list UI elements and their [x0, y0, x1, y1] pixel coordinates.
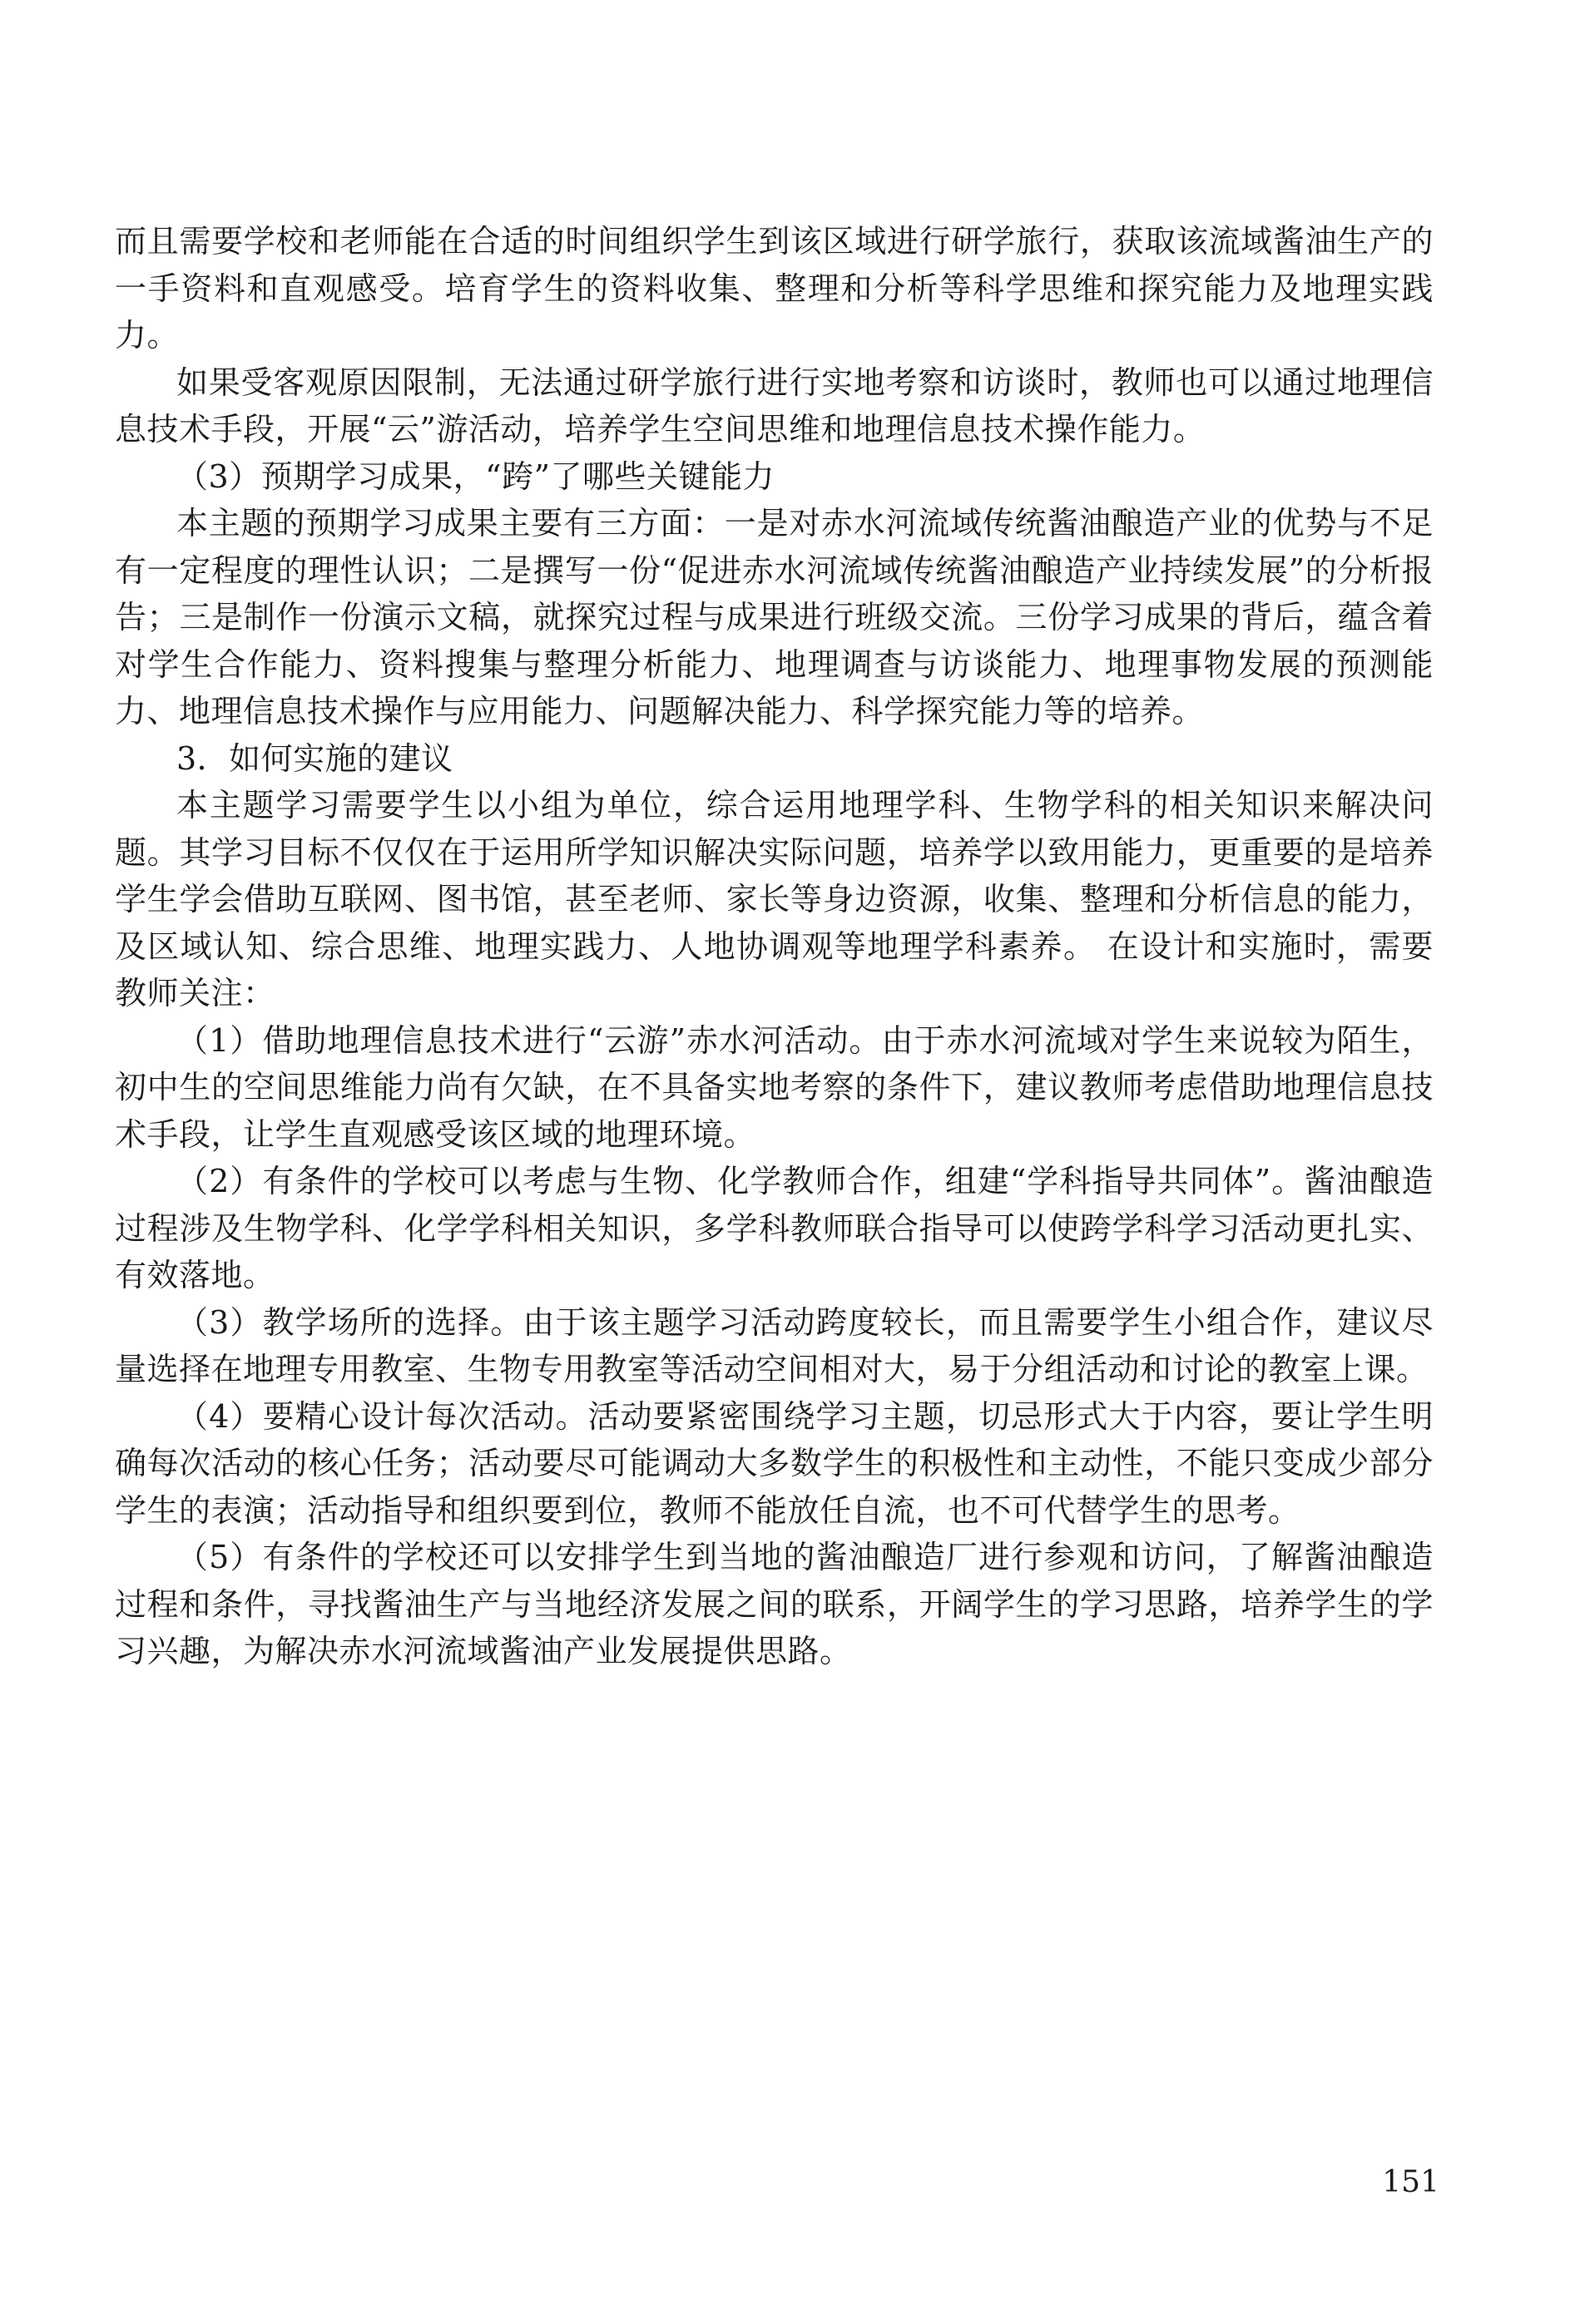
- suggestion-item-2: （2）有条件的学校可以考虑与生物、化学教师合作，组建“学科指导共同体”。酱油酿造过程涉及生物学科、化学学科相关知识，多学科教师联合指导可以使跨学科学习活动更扎实、有效落地。: [115, 1163, 1434, 1293]
- page-number: 151: [1382, 2165, 1439, 2199]
- heading-implementation-suggestions: 3．如何实施的建议: [176, 739, 453, 777]
- paragraph-implementation-intro: 本主题学习需要学生以小组为单位，综合运用地理学科、生物学科的相关知识来解决问题。其学习目标不仅仅在于运用所学知识解决实际问题，培养学以致用能力，更重要的是培养学生学会借助互联网、图书馆，甚至老师、家长等身边资源，收集、整理和分析信息的能力，及区域认知、综合思维、地理实践力、人地协调观等地理学科素养。 在设计和实施时，需要教师关注：: [115, 787, 1434, 1011]
- body-text: [115, 218, 1434, 1675]
- suggestion-item-3: （3）教学场所的选择。由于该主题学习活动跨度较长，而且需要学生小组合作，建议尽量选择在地理专用教室、生物专用教室等活动空间相对大，易于分组活动和讨论的教室上课。: [115, 1303, 1434, 1387]
- subheading-expected-outcomes: （3）预期学习成果，“跨”了哪些关键能力: [176, 457, 775, 495]
- suggestion-item-4: （4）要精心设计每次活动。活动要紧密围绕学习主题，切忌形式大于内容，要让学生明确每次活动的核心任务；活动要尽可能调动大多数学生的积极性和主动性，不能只变成少部分学生的表演；活动指导和组织要到位，教师不能放任自流，也不可代替学生的思考。: [115, 1397, 1434, 1529]
- suggestion-item-5: （5）有条件的学校还可以安排学生到当地的酱油酿造厂进行参观和访问，了解酱油酿造过程和条件，寻找酱油生产与当地经济发展之间的联系，开阔学生的学习思路，培养学生的学习兴趣，为解决赤水河流域酱油产业发展提供思路。: [115, 1539, 1434, 1669]
- suggestion-item-1: （1）借助地理信息技术进行“云游”赤水河活动。由于赤水河流域对学生来说较为陌生，初中生的空间思维能力尚有欠缺，在不具备实地考察的条件下，建议教师考虑借助地理信息技术手段，让学生直观感受该区域的地理环境。: [115, 1021, 1434, 1153]
- paragraph-cloud-tour: 如果受客观原因限制，无法通过研学旅行进行实地考察和访谈时，教师也可以通过地理信息技术手段，开展“云”游活动，培养学生空间思维和地理信息技术操作能力。: [115, 363, 1434, 447]
- paragraph-continuation: 而且需要学校和老师能在合适的时间组织学生到该区域进行研学旅行，获取该流域酱油生产的一手资料和直观感受。培育学生的资料收集、整理和分析等科学思维和探究能力及地理实践力。: [115, 223, 1434, 354]
- paragraph-expected-outcomes: 本主题的预期学习成果主要有三方面：一是对赤水河流域传统酱油酿造产业的优势与不足有一定程度的理性认识；二是撰写一份“促进赤水河流域传统酱油酿造产业持续发展”的分析报告；三是制作一份演示文稿，就探究过程与成果进行班级交流。三份学习成果的背后，蕴含着对学生合作能力、资料搜集与整理分析能力、地理调查与访谈能力、地理事物发展的预测能力、地理信息技术操作与应用能力、问题解决能力、科学探究能力等的培养。: [115, 505, 1434, 729]
